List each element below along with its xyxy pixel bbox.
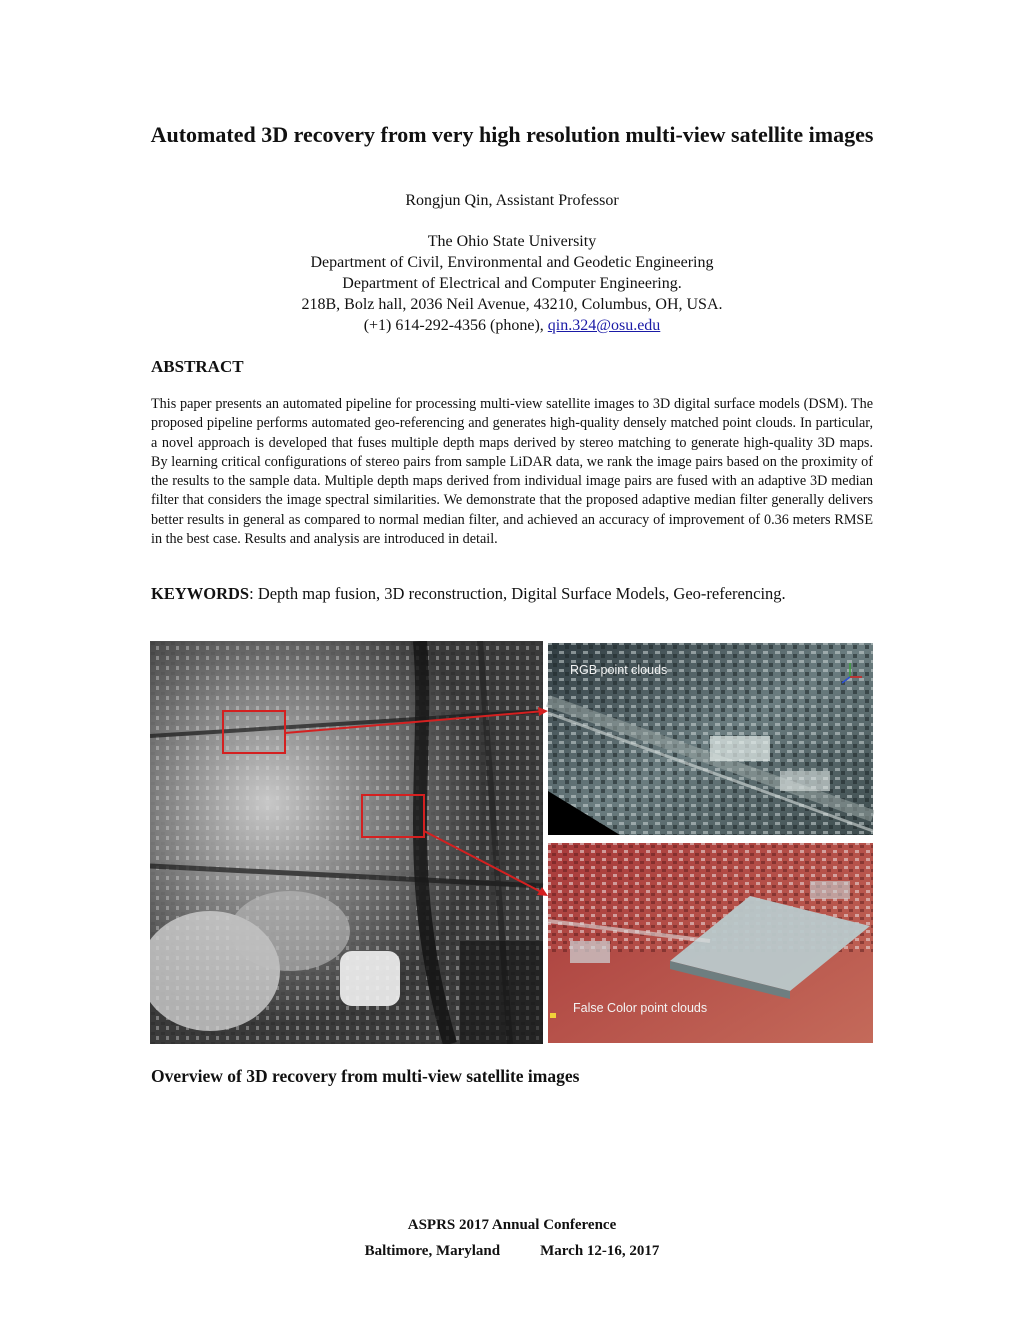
false-color-point-cloud-image xyxy=(548,843,873,1043)
abstract-body: This paper presents an automated pipeline for processing multi-view satellite images to 3D digital surface models (DSM). The proposed pipeline performs automated geo-referencing and generates high-quality densely matched point clouds. In particular, a novel approach is developed that fuses multiple depth maps derived by stereo matching to generate high-quality 3D maps. By learning critical configurations of stereo pairs from sample LiDAR data, we rank the image pairs based on the proximity of the results to the sample data. Multiple depth maps derived from individual image pairs are fused with an adaptive 3D median filter that considers the image spectral similarities. We demonstrate that the proposed adaptive median filter generally delivers better results in general as compared to normal median filter, and achieved an accuracy of improvement of 0.36 meters RMSE in the best case. Results and analysis are introduced in detail. xyxy=(151,396,873,548)
rgb-point-cloud-image xyxy=(548,643,873,835)
figure-caption: Overview of 3D recovery from multi-view satellite images xyxy=(151,1066,580,1086)
department-civil: Department of Civil, Environmental and Geodetic Engineering xyxy=(310,254,714,271)
paper-title: Automated 3D recovery from very high resolution multi-view satellite images xyxy=(150,122,874,147)
keywords-label: KEYWORDS xyxy=(151,584,250,603)
grayscale-satellite-image xyxy=(150,641,543,1044)
footer-location-dates xyxy=(150,1243,874,1260)
address: 218B, Bolz hall, 2036 Neil Avenue, 43210, Columbus, OH, USA. xyxy=(301,296,723,313)
false-color-label: False Color point clouds xyxy=(573,1001,708,1015)
department-electrical: Department of Electrical and Computer Engineering. xyxy=(342,275,682,292)
footer-conference: ASPRS 2017 Annual Conference xyxy=(407,1217,617,1233)
footer-dates: March 12-16, 2017 xyxy=(540,1243,660,1259)
keywords-line xyxy=(151,584,881,604)
author-line: Rongjun Qin, Assistant Professor xyxy=(405,192,619,209)
contact-line xyxy=(150,315,874,336)
email-link[interactable]: qin.324@osu.edu xyxy=(547,317,661,334)
university: The Ohio State University xyxy=(427,233,597,250)
rgb-label: RGB point clouds xyxy=(570,663,668,677)
marker-icon xyxy=(550,1013,556,1018)
phone: (+1) 614-292-4356 (phone), xyxy=(363,317,548,334)
affiliation-block xyxy=(150,231,874,336)
keywords-text: : Depth map fusion, 3D reconstruction, Digital Surface Models, Geo-referencing. xyxy=(249,584,786,603)
abstract-heading: ABSTRACT xyxy=(151,357,244,376)
overview-figure xyxy=(150,641,874,1044)
footer-location: Baltimore, Maryland xyxy=(364,1243,501,1259)
